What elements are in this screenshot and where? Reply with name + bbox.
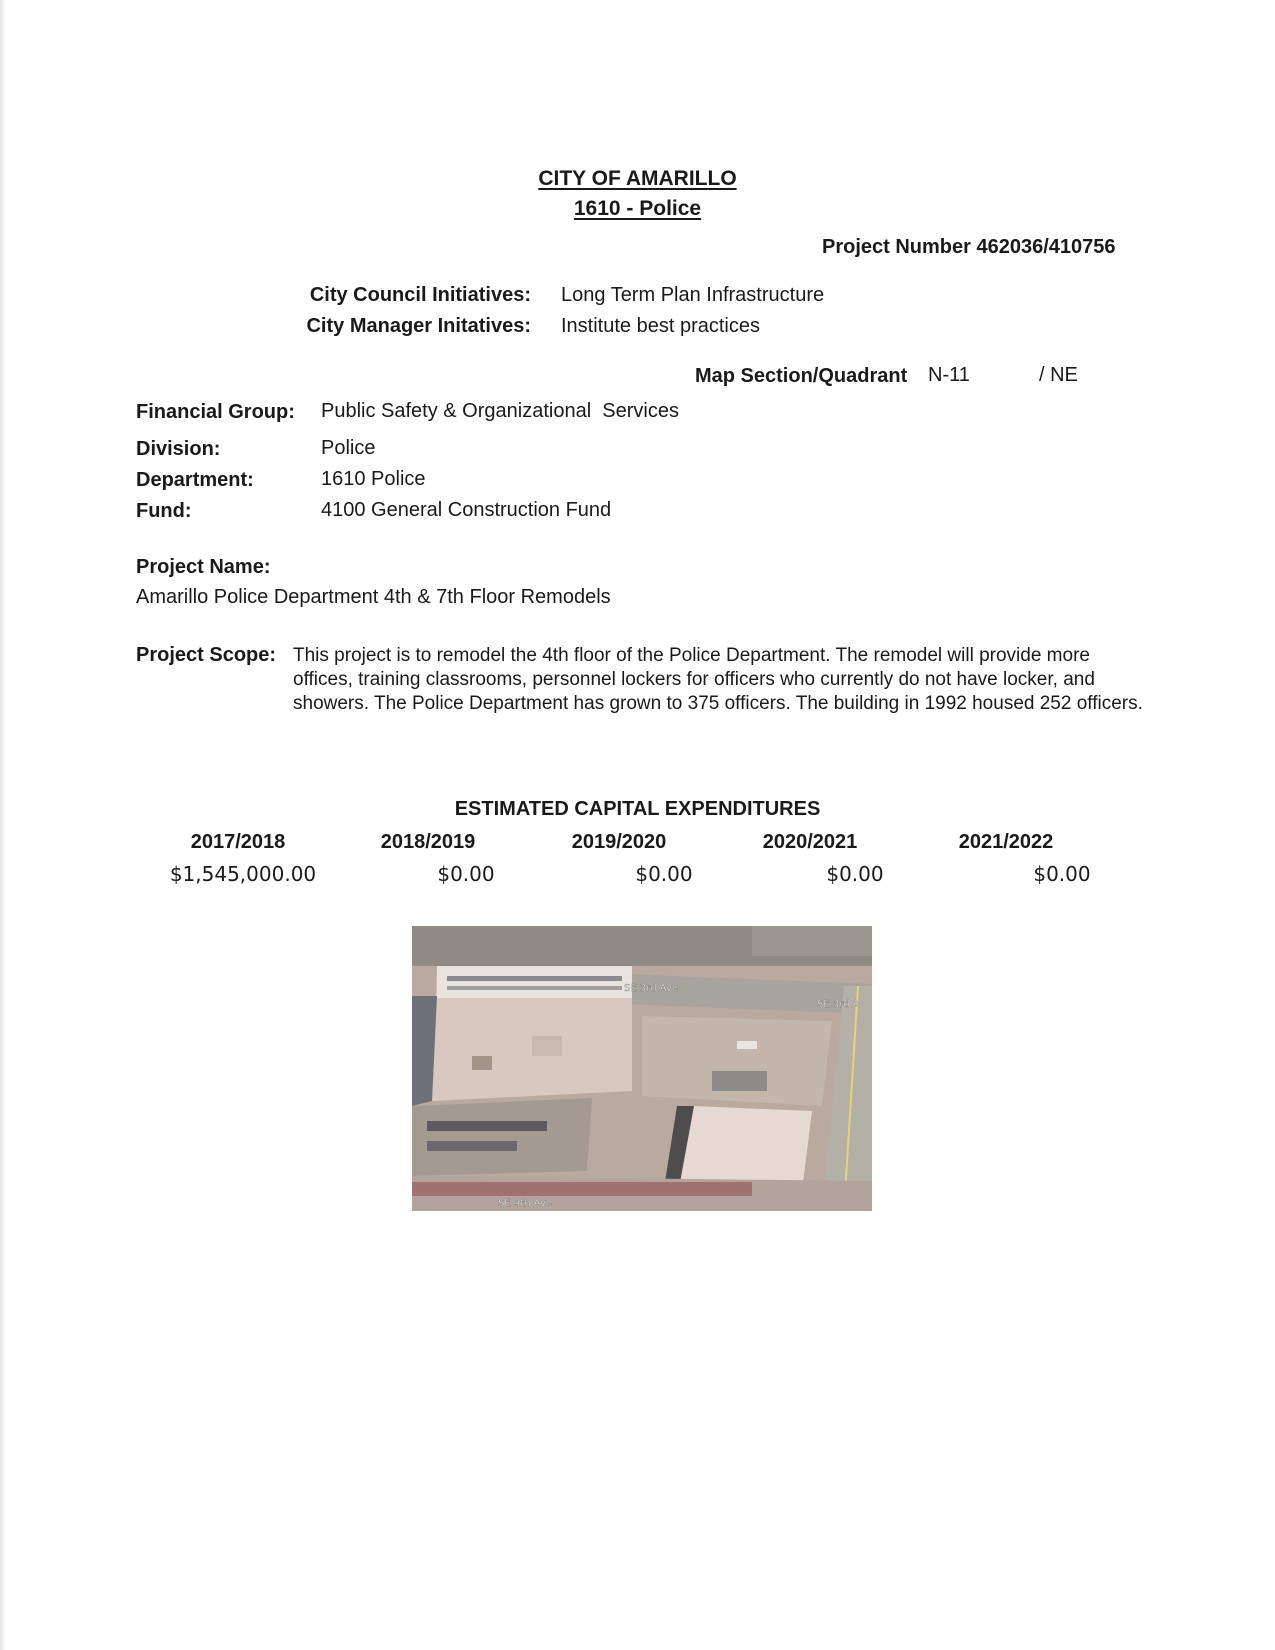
- scan-edge: [0, 0, 6, 1650]
- manager-initiatives-label: City Manager Initatives:: [306, 315, 531, 337]
- aerial-photo: [412, 926, 872, 1211]
- expenditure-year: 2021/2022: [958, 831, 1054, 853]
- expenditure-amount: $0.00: [826, 862, 884, 886]
- expenditure-year: 2020/2021: [762, 831, 858, 853]
- financial-group-value: Public Safety & Organizational Services: [321, 400, 679, 422]
- project-scope-label: Project Scope:: [136, 644, 277, 666]
- expenditures-title: ESTIMATED CAPITAL EXPENDITURES: [454, 798, 821, 820]
- street-label: SE 3rd A: [817, 999, 860, 1010]
- street-label: SE 4th Ave: [498, 1198, 552, 1209]
- department-label: Department:: [136, 469, 254, 491]
- department-title: 1610 - Police: [573, 197, 702, 220]
- financial-group-label: Financial Group:: [136, 401, 295, 423]
- project-number-label: Project Number: [822, 236, 971, 258]
- manager-initiatives-value: Institute best practices: [561, 315, 760, 337]
- project-name-label: Project Name:: [136, 556, 271, 578]
- city-title: CITY OF AMARILLO: [538, 167, 737, 190]
- project-name-value: Amarillo Police Department 4th & 7th Floor Remodels: [136, 586, 611, 608]
- division-value: Police: [321, 437, 376, 459]
- project-number: [822, 236, 1116, 259]
- project-number-value: 462036/410756: [976, 236, 1116, 258]
- project-scope-text: This project is to remodel the 4th floor of the Police Department. The remodel will provide more offices, training classrooms, personnel lockers for officers who currently do not have locker, and showers. The Police Department has grown to 375 officers. The building in 1992 housed 252 officers.: [293, 645, 1143, 714]
- map-section-value: N-11: [928, 364, 970, 386]
- expenditure-amount: $0.00: [437, 862, 495, 886]
- expenditure-amount: $0.00: [635, 862, 693, 886]
- expenditure-year: 2017/2018: [190, 831, 286, 853]
- fund-label: Fund:: [136, 500, 192, 522]
- expenditure-amount: $1,545,000.00: [169, 862, 317, 886]
- council-initiatives-label: City Council Initiatives:: [309, 284, 531, 306]
- council-initiatives-value: Long Term Plan Infrastructure: [561, 284, 825, 306]
- expenditure-year: 2018/2019: [380, 831, 476, 853]
- street-label: SE 3rd Ave: [624, 983, 678, 994]
- map-section-label: Map Section/Quadrant: [695, 365, 908, 387]
- expenditure-year: 2019/2020: [571, 831, 667, 853]
- division-label: Division:: [136, 438, 221, 460]
- department-value: 1610 Police: [321, 468, 426, 490]
- fund-value: 4100 General Construction Fund: [321, 499, 612, 521]
- expenditure-amount: $0.00: [1033, 862, 1091, 886]
- map-quadrant-value: / NE: [1039, 364, 1078, 386]
